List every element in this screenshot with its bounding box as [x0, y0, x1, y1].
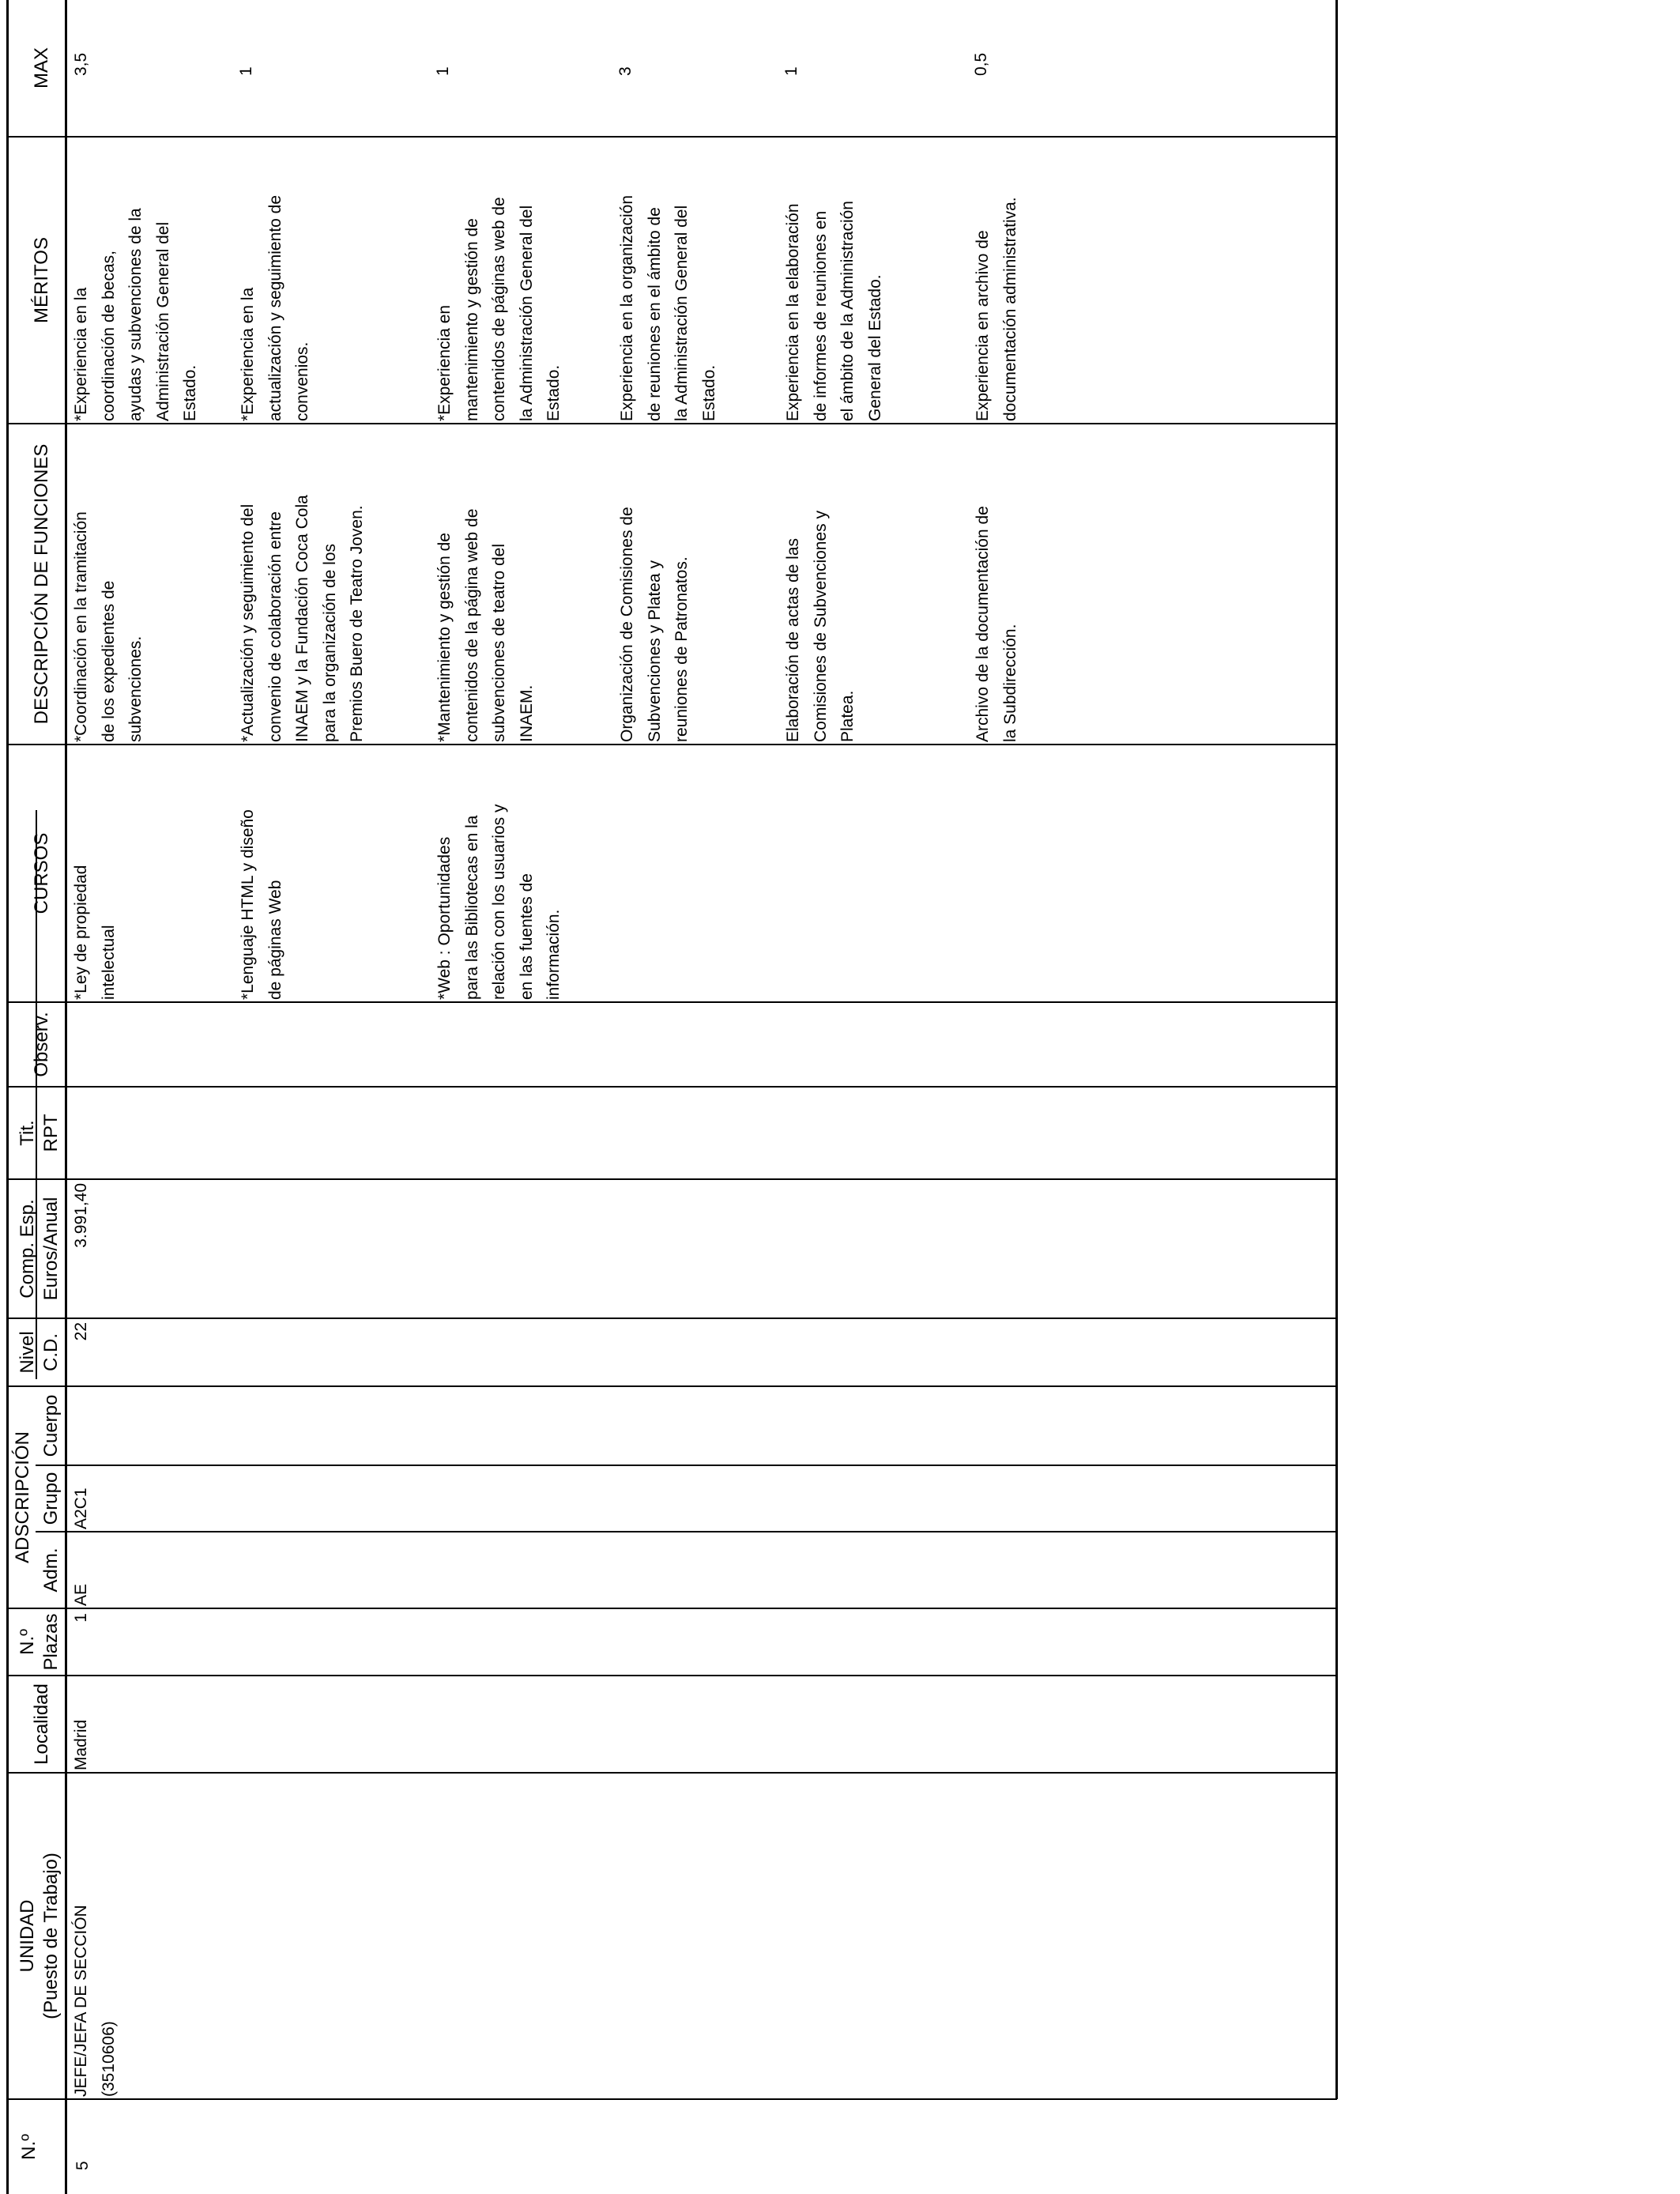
cell-plazas: 1 [72, 1613, 90, 1623]
merito-3: *Experiencia en mantenimiento y gestión de contenidos de páginas web de la Administración General del Estado. [435, 197, 563, 421]
col-sep [6, 1178, 1337, 1180]
merito-5: Experiencia en la elaboración de informes de reuniones en el ámbito de la Administración General del Estado. [784, 201, 884, 421]
curso-2: *Lenguaje HTML y diseño de páginas Web [239, 809, 284, 1000]
max-5: 1 [782, 66, 800, 76]
max-2: 1 [237, 66, 255, 76]
header-localidad: Localidad [31, 1683, 52, 1765]
header-comp: Comp. Esp. Euros/Anual [17, 1197, 62, 1301]
header-adscripcion: ADSCRIPCIÓN [12, 1431, 33, 1563]
merito-1: *Experiencia en la coordinación de becas, ayudas y subvenciones de la Administración General del Estado. [72, 208, 199, 421]
header-grupo: Grupo [40, 1472, 62, 1525]
col-sep [6, 1385, 1337, 1387]
cell-nivel: 22 [72, 1322, 90, 1341]
max-6: 0,5 [972, 52, 990, 76]
cell-grupo: A2C1 [72, 1487, 90, 1529]
col-sep [6, 1318, 1337, 1319]
header-nivel: Nivel C.D. [17, 1331, 62, 1374]
header-adm: Adm. [40, 1547, 62, 1593]
header-unidad: UNIDAD (Puesto de Trabajo) [17, 1853, 62, 2019]
max-4: 3 [616, 66, 635, 76]
header-cursos: CURSOS [31, 832, 52, 914]
curso-1: *Ley de propiedad intelectual [72, 865, 118, 1000]
col-sep [6, 1001, 1337, 1003]
col-sep [6, 136, 1337, 138]
header-tit: Tit. RPT [17, 1114, 62, 1152]
col-sep [6, 1675, 1337, 1676]
header-observ: Observ. [31, 1012, 52, 1077]
funcion-4: Organización de Comisiones de Subvenciones y Platea y reuniones de Patronatos. [618, 507, 691, 742]
col-sep [6, 1086, 1337, 1088]
col-sep [6, 2098, 1337, 2100]
cell-adm: AE [72, 1583, 90, 1606]
funcion-5: Elaboración de actas de las Comisiones de Subvenciones y Platea. [784, 511, 857, 742]
funcion-2: *Actualización y seguimiento del convenio de colaboración entre INAEM y la Fundación Coca Cola para la organización de los Premios Buero de Teatro Joven. [239, 495, 366, 742]
header-no: N.º [18, 2134, 40, 2160]
header-meritos: MÉRITOS [31, 237, 52, 323]
col-sep [36, 1531, 1337, 1532]
table-top-border [6, 0, 9, 2194]
merito-4: Experiencia en la organización de reuniones en el ámbito de la Administración General del Estado. [618, 194, 718, 421]
header-funciones: DESCRIPCIÓN DE FUNCIONES [31, 443, 52, 725]
curso-3: *Web : Oportunidades para las Bibliotecas en la relación con los usuarios y en las fuentes de información. [435, 804, 563, 1000]
header-plazas: N.º Plazas [17, 1613, 62, 1671]
col-sep [36, 1465, 1337, 1466]
header-max: MAX [31, 47, 52, 89]
col-sep [6, 1608, 1337, 1609]
col-sep [6, 744, 1337, 745]
cell-no: 5 [73, 2161, 92, 2170]
cell-unidad: JEFE/JEFA DE SECCIÓN (3510606) [72, 1905, 118, 2097]
max-1: 3,5 [72, 52, 90, 76]
cell-comp: 3.991,40 [72, 1183, 90, 1248]
header-cuerpo: Cuerpo [40, 1394, 62, 1457]
table-bottom-border [1335, 0, 1338, 2099]
max-3: 1 [434, 66, 452, 76]
funcion-1: *Coordinación en la tramitación de los expedientes de subvenciones. [72, 511, 145, 742]
funcion-3: *Mantenimiento y gestión de contenidos de la página web de subvenciones de teatro del INAEM. [435, 508, 536, 742]
cell-localidad: Madrid [72, 1719, 90, 1770]
funcion-6: Archivo de la documentación de la Subdirección. [974, 506, 1019, 742]
merito-6: Experiencia en archivo de documentación administrativa. [974, 197, 1019, 421]
header-bottom-border [65, 0, 67, 2194]
col-sep [6, 1772, 1337, 1774]
merito-2: *Experiencia en la actualización y seguimiento de convenios. [239, 194, 311, 421]
col-sep [6, 423, 1337, 424]
